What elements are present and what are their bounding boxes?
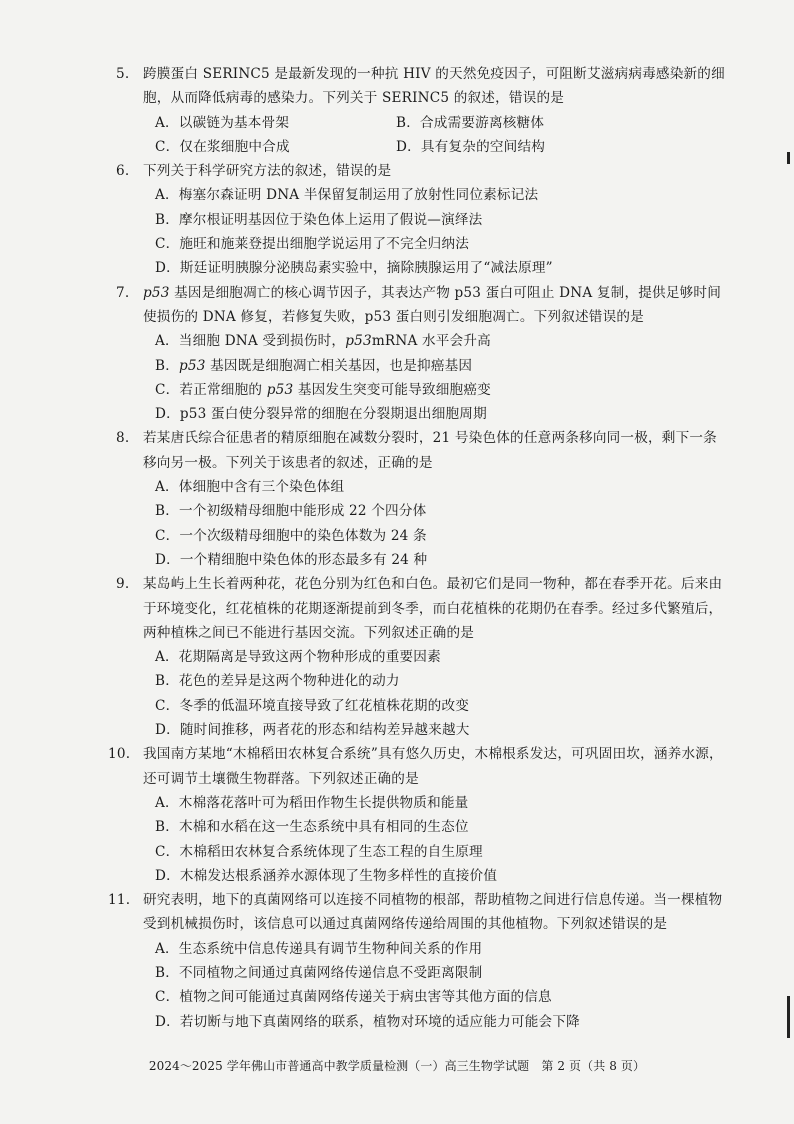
option-c: C．植物之间可能通过真菌网络传递关于病虫害等其他方面的信息	[155, 989, 552, 1006]
question-stem: 若某唐氏综合征患者的精原细胞在减数分裂时，21 号染色体的任意两条移向同一极，剩下一条移向另一极。下列关于该患者的叙述，正确的是	[143, 430, 717, 471]
option-b	[143, 354, 726, 378]
option-b: B．摩尔根证明基因位于染色体上运用了假说—演绎法	[155, 211, 483, 228]
gene-name: p53	[345, 333, 372, 350]
option-d: D．具有复杂的空间结构	[396, 138, 546, 155]
question-number: 7.	[116, 284, 130, 301]
question-8	[116, 426, 726, 572]
option-text: D．p53 蛋白使分裂异常的细胞在分裂期退出细胞周期	[155, 406, 487, 423]
question-number: 11.	[108, 892, 131, 909]
option-c: C．木棉稻田农林复合系统体现了生态工程的自生原理	[155, 843, 483, 860]
option-d	[143, 402, 726, 426]
option-a: A．梅塞尔森证明 DNA 半保留复制运用了放射性同位素标记法	[155, 187, 539, 204]
page-footer: 2024～2025 学年佛山市普通高中教学质量检测（一）高三生物学试题 第 2 页（共 8 页）	[148, 1059, 646, 1073]
question-list	[108, 62, 726, 1034]
option-c: C．仅在浆细胞中合成	[155, 138, 290, 155]
option-d: D．随时间推移，两者花的形态和结构差异越来越大	[155, 722, 470, 739]
question-stem: 跨膜蛋白 SERINC5 是最新发现的一种抗 HIV 的天然免疫因子，可阻断艾滋病病毒感染新的细胞，从而降低病毒的感染力。下列关于 SERINC5 的叙述，错误的是	[143, 66, 725, 107]
option-a: A．体细胞中含有三个染色体组	[155, 479, 345, 496]
question-5	[116, 62, 726, 159]
option-text: mRNA 水平会升高	[371, 333, 491, 350]
option-a: A．以碳链为基本骨架	[155, 114, 290, 131]
option-a: A．生态系统中信息传递具有调节生物种间关系的作用	[155, 940, 483, 957]
scan-edge-mark	[787, 152, 790, 164]
question-9	[116, 572, 726, 742]
option-a: A．花期隔离是导致这两个物种形成的重要因素	[155, 649, 441, 666]
option-d: D．斯廷证明胰腺分泌胰岛素实验中，摘除胰腺运用了“减法原理”	[155, 260, 553, 277]
question-stem: 研究表明，地下的真菌网络可以连接不同植物的根部，帮助植物之间进行信息传递。当一棵植物受到机械损伤时，该信息可以通过真菌网络传递给周围的其他植物。下列叙述错误的是	[143, 892, 723, 933]
question-7	[116, 281, 726, 427]
option-row	[143, 135, 726, 159]
option-b: B．一个初级精母细胞中能形成 22 个四分体	[155, 503, 427, 520]
option-a	[143, 329, 726, 353]
question-number: 9.	[116, 576, 130, 593]
stem-text: 基因是细胞凋亡的核心调节因子，其表达产物 p53 蛋白可阻止 DNA 复制，提供足够时间使损伤的 DNA 修复，若修复失败，p53 蛋白则引发细胞凋亡。下列叙述错误的是	[143, 284, 722, 325]
option-text: A．当细胞 DNA 受到损伤时，	[155, 333, 346, 350]
option-c: C．施旺和施莱登提出细胞学说运用了不完全归纳法	[155, 236, 470, 253]
gene-name: p53	[178, 357, 206, 374]
option-text: 基因既是细胞凋亡相关基因，也是抑癌基因	[205, 357, 473, 374]
question-number: 5.	[116, 66, 130, 82]
option-d: D．若切断与地下真菌网络的联系，植物对环境的适应能力可能会下降	[155, 1013, 580, 1030]
question-stem: 我国南方某地“木棉稻田农林复合系统”具有悠久历史，木棉根系发达，可巩固田坎，涵养水源，还可调节土壤微生物群落。下列叙述正确的是	[143, 746, 723, 787]
scan-edge-mark	[787, 996, 790, 1038]
question-stem: 下列关于科学研究方法的叙述，错误的是	[143, 163, 392, 180]
question-11	[108, 888, 726, 1034]
question-number: 8.	[116, 430, 130, 447]
option-text: C．若正常细胞的	[155, 381, 267, 398]
option-b: B．合成需要游离核糖体	[396, 114, 545, 131]
option-c	[143, 378, 726, 402]
option-d: D．一个精细胞中染色体的形态最多有 24 种	[155, 551, 428, 568]
option-a: A．木棉落花落叶可为稻田作物生长提供物质和能量	[155, 794, 469, 811]
gene-name: p53	[266, 381, 294, 398]
option-b: B．不同植物之间通过真菌网络传递信息不受距离限制	[155, 964, 483, 981]
option-text: B．	[155, 357, 179, 374]
question-6	[116, 159, 726, 280]
gene-name: p53	[143, 284, 170, 301]
option-c: C．冬季的低温环境直接导致了红花植株花期的改变	[155, 697, 470, 714]
option-text: 基因发生突变可能导致细胞癌变	[293, 381, 491, 398]
option-row	[143, 111, 726, 135]
question-stem: 某岛屿上生长着两种花，花色分别为红色和白色。最初它们是同一物种，都在春季开花。后来由于环境变化，红花植株的花期逐渐提前到冬季，而白花植株的花期仍在春季。经过多代繁殖后，两种植株之间已不能进行基因交流。下列叙述正确的是	[143, 576, 723, 641]
option-d: D．木棉发达根系涵养水源体现了生物多样性的直接价值	[155, 867, 498, 884]
option-b: B．木棉和水稻在这一生态系统中具有相同的生态位	[155, 819, 469, 836]
question-number: 6.	[116, 163, 130, 180]
option-b: B．花色的差异是这两个物种进化的动力	[155, 673, 400, 690]
question-stem	[143, 281, 726, 330]
question-number: 10.	[108, 746, 131, 763]
option-c: C．一个次级精母细胞中的染色体数为 24 条	[155, 527, 427, 544]
question-10	[108, 742, 726, 888]
